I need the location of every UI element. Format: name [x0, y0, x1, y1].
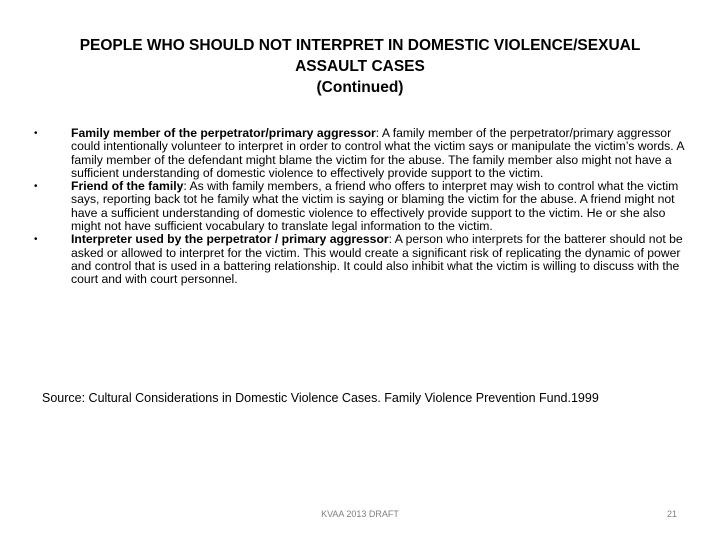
bullet-heading: Friend of the family: [71, 179, 184, 194]
bullet-text: : A person who interprets for the batterer should not be asked or allowed to interpret for the victim. This would create a significant risk of replicating the dynamic of power and control that is used in a battering relationship. It could also inhibit what the victim is willing to discuss with the court and with court personnel.: [71, 232, 683, 287]
bullet-heading: Interpreter used by the perpetrator / primary aggressor: [71, 232, 389, 247]
bullet-item-interpreter: [34, 233, 690, 286]
slide-title: [40, 35, 680, 98]
bullet-item-friend: [34, 180, 690, 233]
footer-text: KVAA 2013 DRAFT: [321, 509, 399, 519]
title-line-3: (Continued): [316, 79, 404, 96]
bullet-item-family-member: [34, 127, 690, 180]
title-line-1: PEOPLE WHO SHOULD NOT INTERPRET IN DOMESTIC VIOLENCE/SEXUAL: [79, 37, 641, 54]
bullet-text: : As with family members, a friend who offers to interpret may wish to control what the victim says, reporting back tot he family what the victim is saying or blaming the victim for the abuse. A friend might not have a sufficient understanding of domestic violence to effectively provide support to the victim. He or she also might not have sufficient vocabulary to translate legal information to the victim.: [71, 179, 679, 234]
bullet-glyph: •: [34, 234, 38, 246]
bullet-glyph: •: [34, 128, 38, 139]
bullet-glyph: •: [34, 181, 38, 193]
bullet-heading: Family member of the perpetrator/primary aggressor: [71, 126, 376, 140]
title-line-2: ASSAULT CASES: [295, 58, 425, 75]
source-citation: Source: Cultural Considerations in Domestic Violence Cases. Family Violence Prevention Fund.1999: [42, 391, 599, 405]
bullet-list: [34, 127, 690, 287]
page-number: 21: [666, 509, 677, 519]
bullet-text: : A family member of the perpetrator/primary aggressor could intentionally volunteer to interpret in order to control what the victim says or manipulate the victim’s words. A family member of the defendant might blame the victim for the abuse. The family member also might not have a sufficient understanding of domestic violence to effectively provide support to the victim.: [71, 126, 684, 180]
